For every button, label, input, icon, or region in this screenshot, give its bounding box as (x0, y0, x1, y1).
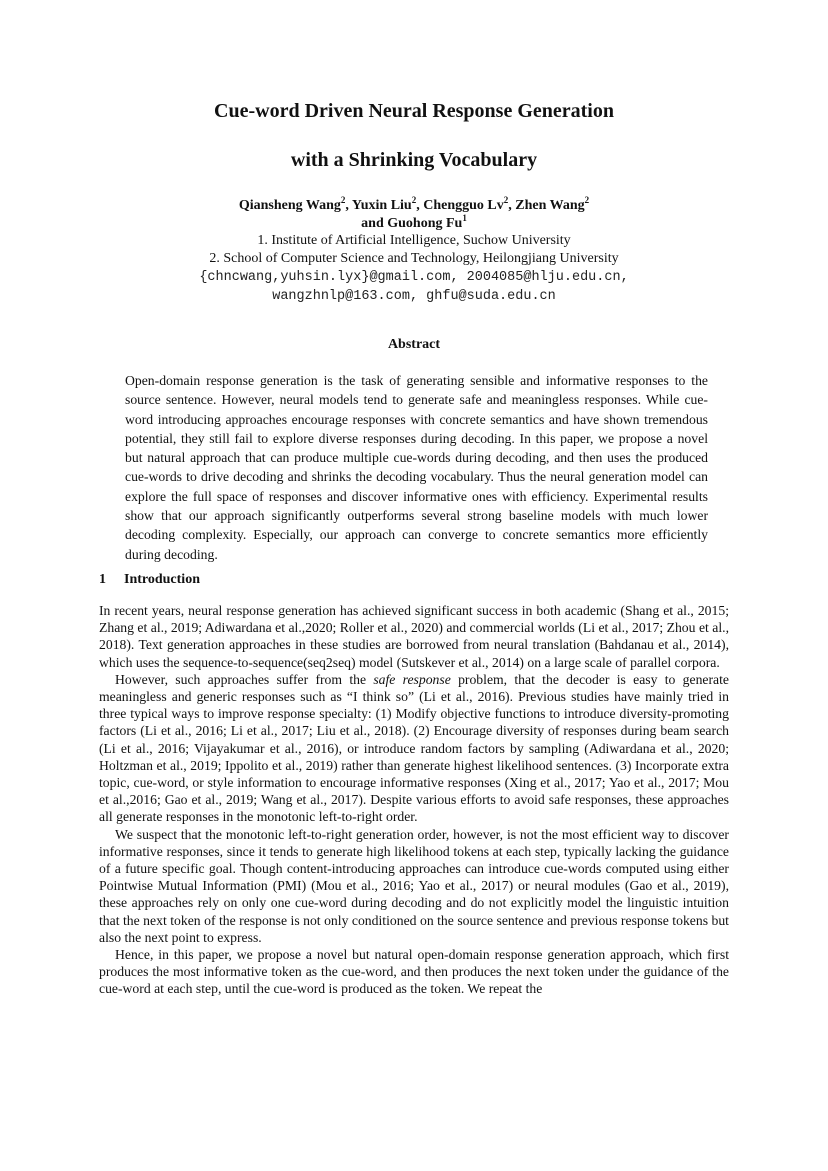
author-name: Zhen Wang (515, 198, 585, 213)
author-name: Yuxin Liu (351, 198, 412, 213)
abstract-text: Open-domain response generation is the task of generating sensible and informative responses to the source sentence. However, neural models tend to generate safe and meaningless responses. While cue-word introducing approaches encourage responses with concrete semantics and have shown tremendous potential, they still fail to explore diverse responses during decoding. In this paper, we propose a novel but natural approach that can produce multiple cue-words during decoding, and then uses the produced cue-words to drive decoding and shrinks the decoding vocabulary. Thus the neural generation model can explore the full space of responses and discover informative ones with efficiency. Experimental results show that our approach significantly outperforms several strong baseline models with much lower decoding complexity. Especially, our approach can converge to concrete semantics more efficiently during decoding. (125, 373, 708, 562)
email-line-1: {chncwang,yuhsin.lyx}@gmail.com, 2004085@hlju.edu.cn, (199, 270, 629, 285)
paper-title-line-1: Cue-word Driven Neural Response Generation (214, 100, 614, 122)
section-number: 1 (99, 572, 106, 587)
paragraph-3: We suspect that the monotonic left-to-right generation order, however, is not the most efficient way to discover informative responses, since it tends to generate high likelihood tokens at each step, typically lacking the guidance of a future specific goal. Though content-introducing approaches can introduce cue-words computed using either Pointwise Mutual Information (PMI) (Mou et al., 2016; Yao et al., 2017) or neural modules (Gao et al., 2019), these approaches rely on only one cue-word during decoding and do not explicitly model the linguistic intuition that the next token of the response is not only conditioned on the source sentence and previous response tokens but also the next point to express. (99, 826, 729, 945)
author-name: Guohong Fu (387, 216, 463, 231)
author-affiliation-mark: 2 (584, 195, 590, 205)
author-affiliation-mark: 2 (503, 195, 509, 205)
author-affiliation-mark: 2 (340, 195, 346, 205)
paragraph-2-text-after: problem, that the decoder is easy to generate meaningless and generic responses such as “I think so” (Li et al., 2016). Previous studies have mainly tried in three typical ways to improve response specialty: (1) Modify objective functions to introduce diversity-promoting factors (Li et al., 2016; Li et al., 2017; Liu et al., 2018). (2) Encourage diversity of responses during beam search (Li et al., 2016; Vijayakumar et al., 2016), or introduce random factors by sampling (Adiwardana et al., 2020; Holtzman et al., 2019; Ippolito et al., 2019) rather than generate highest likelihood sentences. (3) Incorporate extra topic, cue-word, or style information to encourage informative responses (Xing et al., 2017; Yao et al., 2017; Mou et al.,2016; Gao et al., 2019; Wang et al., 2017). Despite various efforts to avoid safe responses, these approaches all generate responses in the monotonic left-to-right order. (99, 671, 729, 825)
paragraph-2-text-before: However, such approaches suffer from the (115, 671, 374, 687)
paragraph-2 (99, 671, 729, 826)
author-name: Qiansheng Wang (238, 198, 341, 213)
author-affiliation-mark: 1 (462, 213, 467, 223)
email-line-2: wangzhnlp@163.com, ghfu@suda.edu.cn (272, 289, 556, 304)
affiliation-2: 2. School of Computer Science and Technology, Heilongjiang University (209, 251, 619, 266)
affiliation-1: 1. Institute of Artificial Intelligence, Suchow University (257, 233, 571, 248)
section-heading-introduction (99, 571, 200, 589)
author-list: Qiansheng Wang$^2$, Yuxin Liu$^2$, Chengguo Lv$^2$, Zhen Wang$^2$ and Guohong Fu$^1$ (238, 195, 590, 231)
abstract-heading: Abstract (387, 337, 441, 352)
author-name: Chengguo Lv (423, 198, 504, 213)
paragraph-1: In recent years, neural response generation has achieved significant success in both academic (Shang et al., 2015; Zhang et al., 2019; Adiwardana et al.,2020; Roller et al., 2020) and commercial worlds (Li et al., 2017; Zhou et al., 2018). Text generation approaches in these studies are borrowed from neural translation (Bahdanau et al., 2014), which uses the sequence-to-sequence(seq2seq) model (Sutskever et al., 2014) on a large scale of parallel corpora. (99, 603, 729, 670)
author-affiliation-mark: 2 (411, 195, 417, 205)
author-conjunction: and (361, 216, 384, 231)
paper-title-line-2: with a Shrinking Vocabulary (290, 149, 538, 171)
section-title: Introduction (124, 572, 200, 587)
introduction-body (99, 602, 729, 998)
paragraph-4: Hence, in this paper, we propose a novel but natural open-domain response generation approach, which first produces the most informative token as the cue-word, and then produces the next token under the guidance of the cue-word at each step, until the cue-word is produced as the token. We repeat the (99, 947, 729, 997)
emphasis-safe-response: safe response (373, 671, 451, 687)
